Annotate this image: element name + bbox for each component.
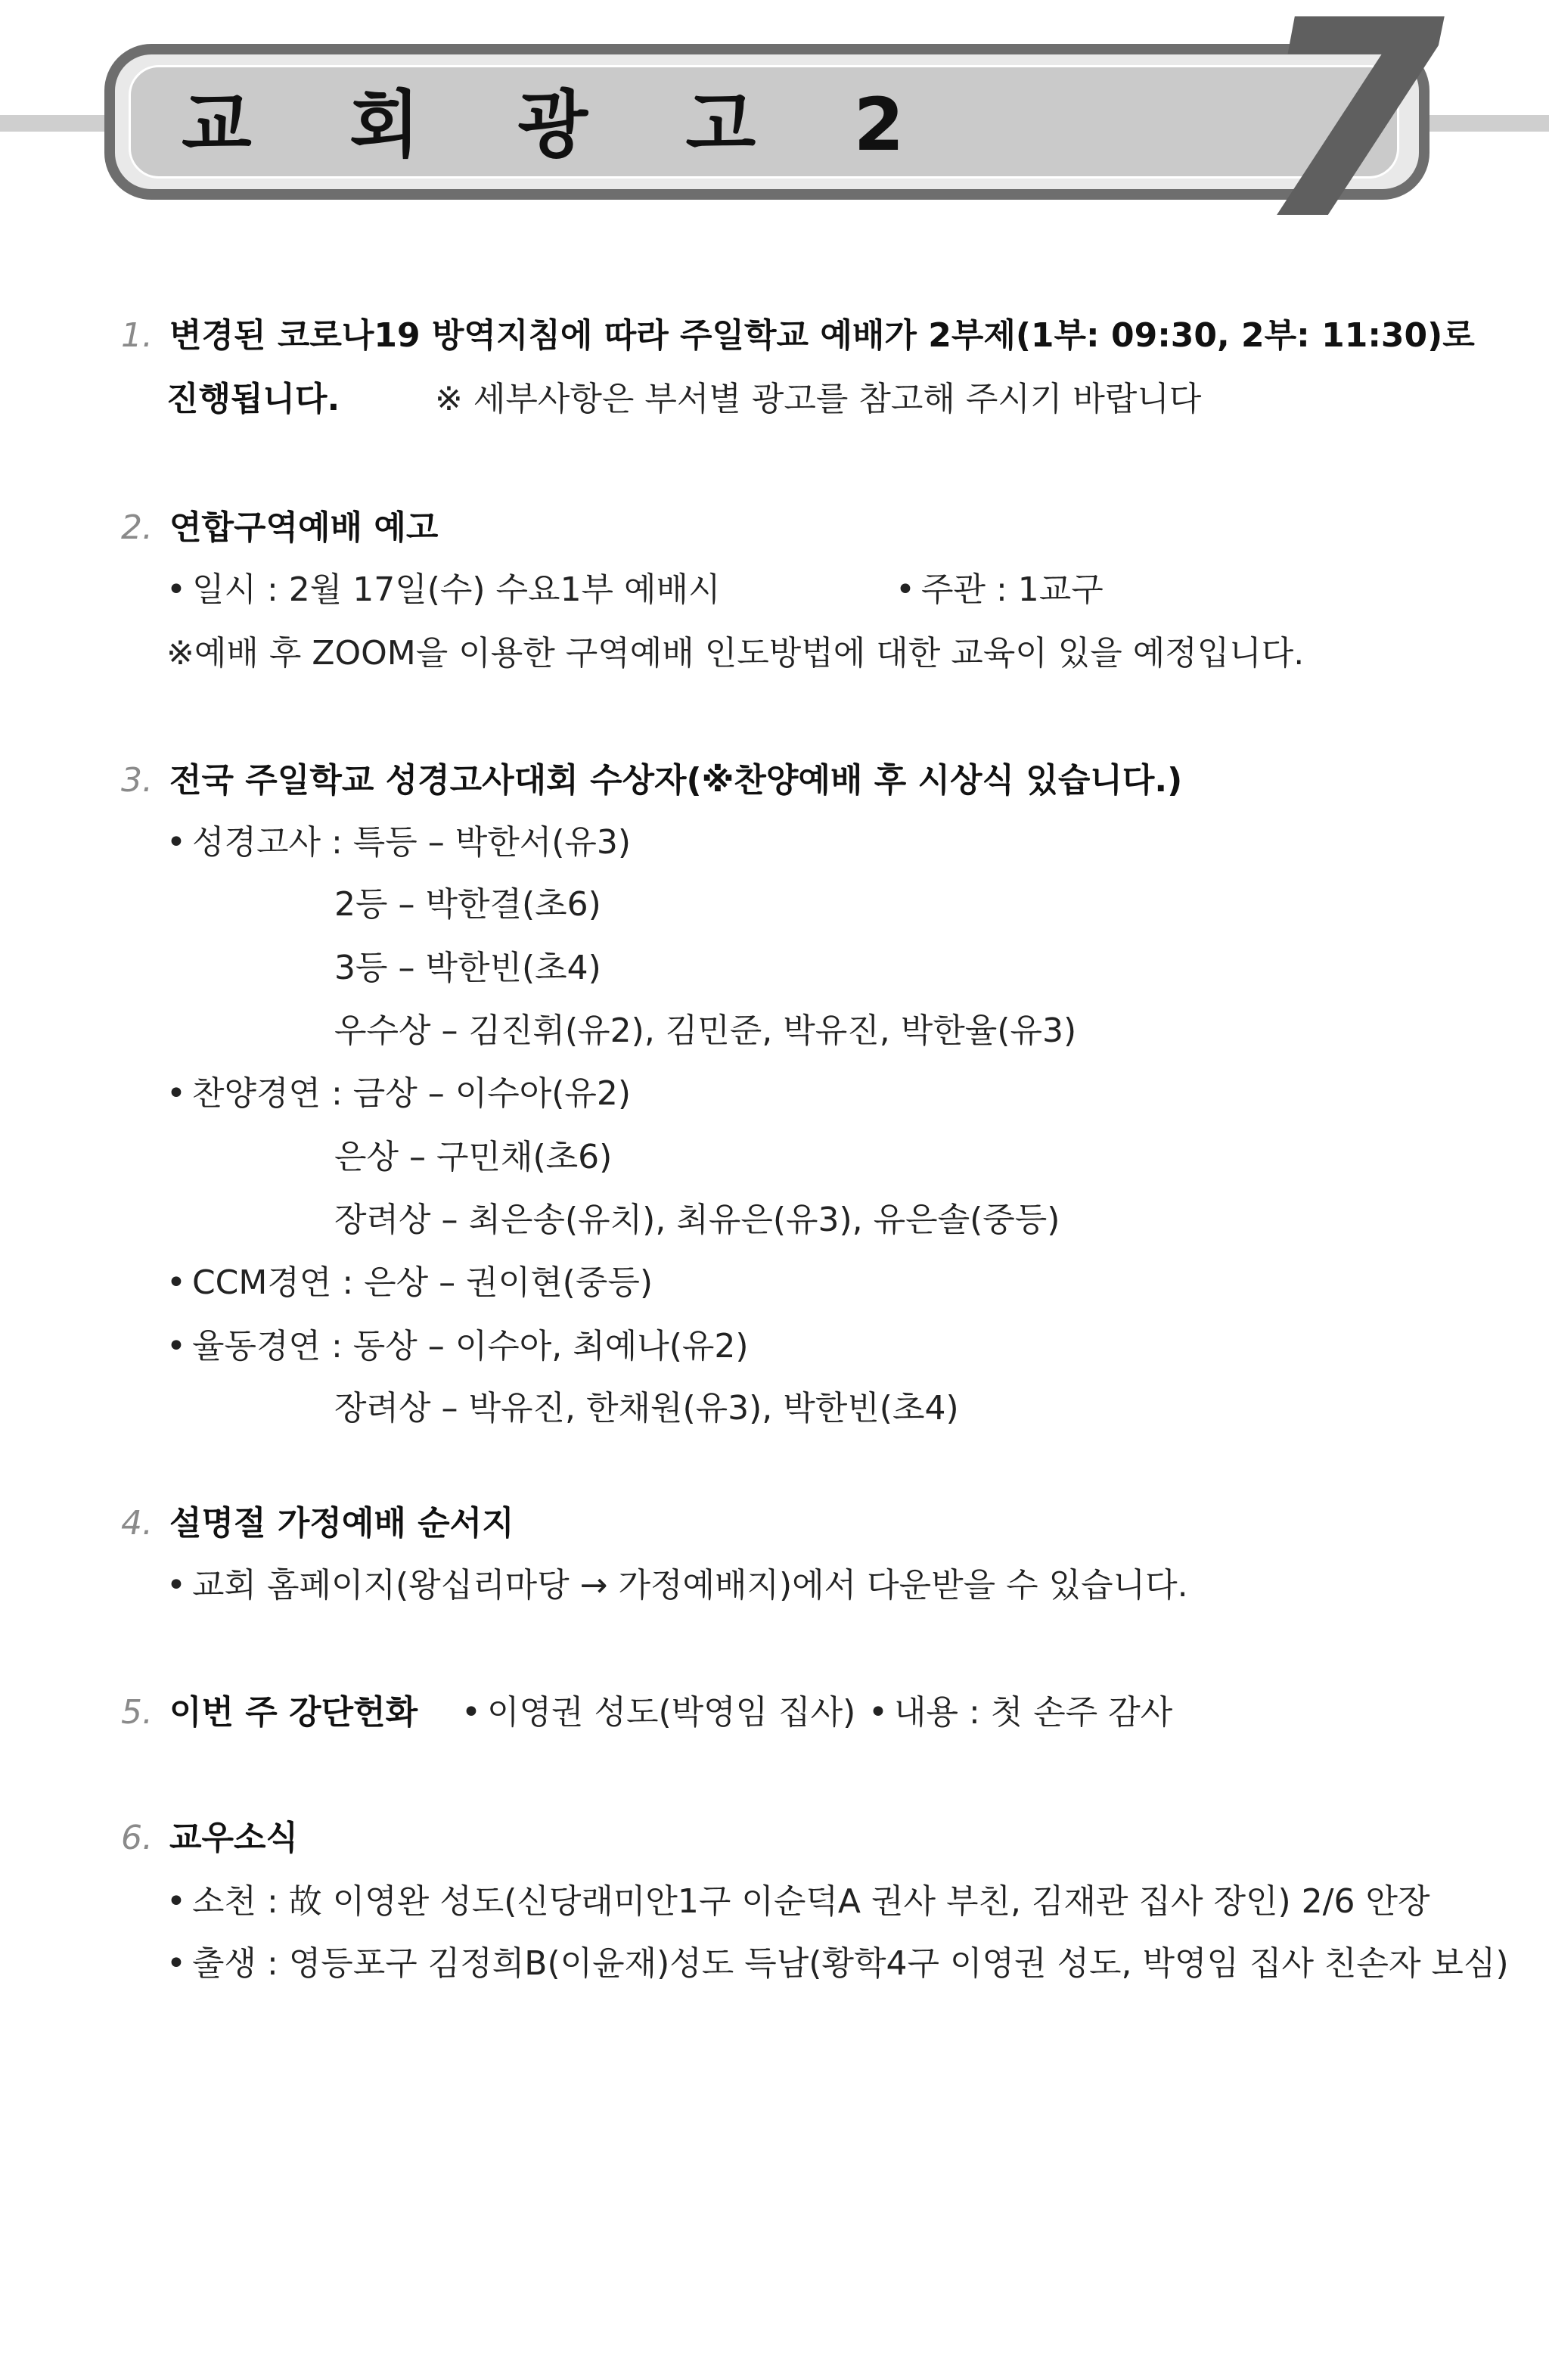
item-heading: 연합구역예배 예고 <box>169 508 439 547</box>
item-heading: 전국 주일학교 성경고사대회 수상자(※찬양예배 후 시상식 있습니다.) <box>169 761 1183 800</box>
award-line: 3등 – 박한빈(초4) <box>334 949 601 987</box>
award-text: • 찬양경연 : 금상 – 이수아(유2) <box>166 1074 631 1113</box>
item-heading: 설명절 가정예배 순서지 <box>169 1504 514 1543</box>
item-6-heading <box>121 1816 298 1861</box>
award-line <box>166 1324 749 1369</box>
award-line <box>166 1071 631 1117</box>
item-4-line <box>166 1563 1188 1608</box>
item-heading: 교우소식 <box>169 1819 298 1857</box>
item-heading: 진행됩니다. <box>166 380 340 418</box>
item-2-note: ※예배 후 ZOOM을 이용한 구역예배 인도방법에 대한 교육이 있을 예정입니다. <box>166 634 1305 673</box>
bullet-text: • 소천 : 故 이영완 성도(신당래미안1구 이순덕A 권사 부친, 김재관 집사 장인) 2/6 안장 <box>166 1882 1429 1921</box>
item-2-date <box>166 567 721 613</box>
item-number: 3. <box>121 761 153 800</box>
item-heading: 이번 주 강단헌화 <box>169 1693 418 1732</box>
bullet-text: • 주관 : 1교구 <box>896 570 1104 609</box>
page-title: 교 회 광 고 2 <box>182 82 941 167</box>
item-heading: 변경된 코로나19 방역지침에 따라 주일학교 예배가 2부제(1부: 09:30, 2부: 11:30)로 <box>169 316 1475 355</box>
award-line: 은상 – 구민채(초6) <box>334 1138 613 1176</box>
award-line: 장려상 – 박유진, 한채원(유3), 박한빈(초4) <box>334 1389 959 1428</box>
item-number: 4. <box>121 1504 153 1543</box>
item-4-heading <box>121 1501 514 1546</box>
item-5-donor <box>461 1690 855 1735</box>
award-text: • 율동경연 : 동상 – 이수아, 최예나(유2) <box>166 1327 749 1366</box>
item-number: 6. <box>121 1819 153 1857</box>
item-2-heading <box>121 505 438 551</box>
bullet-text: • 출생 : 영등포구 김정희B(이윤재)성도 득남(황학4구 이영권 성도, 박영임 집사 친손자 보심) <box>166 1944 1509 1983</box>
item-number: 5. <box>121 1693 153 1732</box>
item-6-funeral <box>166 1879 1429 1925</box>
item-5-content <box>868 1690 1172 1735</box>
bullet-text: • 교회 홈페이지(왕십리마당 → 가정예배지)에서 다운받을 수 있습니다. <box>166 1566 1188 1605</box>
award-line <box>166 1260 653 1306</box>
award-line: 2등 – 박한결(초6) <box>334 885 601 924</box>
bullet-text: • 이영권 성도(박영임 집사) <box>461 1693 855 1732</box>
award-line: 우수상 – 김진휘(유2), 김민준, 박유진, 박한율(유3) <box>334 1011 1077 1050</box>
award-line: 장려상 – 최은송(유치), 최유은(유3), 유은솔(중등) <box>334 1201 1060 1239</box>
item-1-heading-line1 <box>121 313 1475 359</box>
bullet-text: • 일시 : 2월 17일(수) 수요1부 예배시 <box>166 570 721 609</box>
item-3-heading <box>121 758 1182 803</box>
bullet-text: • 내용 : 첫 손주 감사 <box>868 1693 1172 1732</box>
page-number: 7 <box>1256 0 1445 279</box>
item-6-birth <box>166 1941 1509 1987</box>
award-line <box>166 820 631 865</box>
item-5-heading <box>121 1690 418 1735</box>
item-number: 1. <box>121 316 153 355</box>
item-number: 2. <box>121 508 153 547</box>
item-2-host <box>896 567 1104 613</box>
award-text: • 성경고사 : 특등 – 박한서(유3) <box>166 823 631 862</box>
item-1-note: ※ 세부사항은 부서별 광고를 참고해 주시기 바랍니다 <box>435 380 1202 418</box>
award-text: • CCM경연 : 은상 – 권이현(중등) <box>166 1263 653 1302</box>
item-1-heading-line2 <box>166 377 340 422</box>
